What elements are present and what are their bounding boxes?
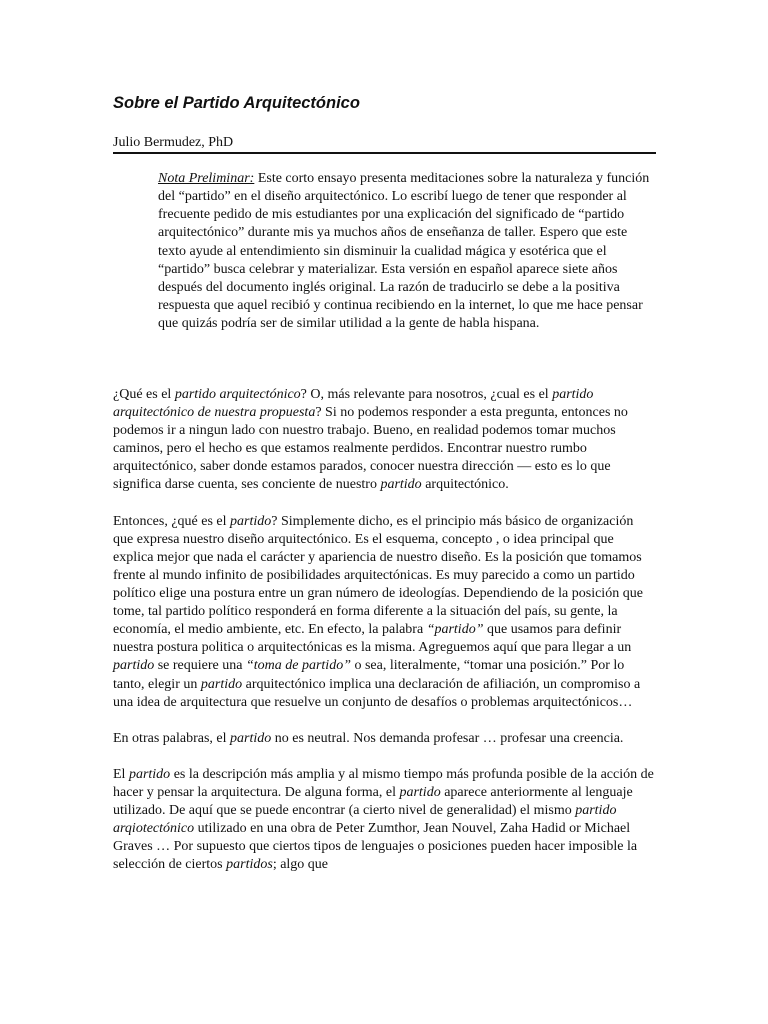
text-run: arquitectónico implica una declaración de afiliación, un compromiso a una idea de arquitectura que resuelve un conjunto de desafíos o problemas arquitectónicos… <box>113 676 641 710</box>
text-run: arquitectónico. <box>421 477 509 493</box>
text-run: ? O, más relevante para nosotros, ¿cual es el <box>300 387 553 402</box>
text-run: no es neutral. Nos demanda profesar … profesar una creencia. <box>271 730 624 746</box>
paragraph <box>113 766 656 875</box>
italic-run: partido <box>230 730 272 746</box>
paragraph <box>113 513 656 712</box>
italic-run: partido <box>230 513 272 529</box>
text-run: o sea, literalmente, “tomar una posición.” Por lo tanto, elegir un <box>113 658 625 692</box>
text-run: Entonces, ¿qué es el <box>113 513 231 529</box>
document-title: Sobre el Partido Arquitectónico <box>113 94 360 112</box>
italic-run: “partido” <box>426 622 484 638</box>
text-run: ; algo que <box>272 857 329 873</box>
text-run: que usamos para definir nuestra postura politica o arquitectónicas es la misma. Agreguemos aquí que para llegar a un <box>113 622 632 656</box>
paragraph <box>113 730 656 748</box>
italic-run: partido arquitectónico <box>174 387 301 402</box>
italic-run: partido <box>399 785 441 801</box>
preliminary-note <box>158 170 650 333</box>
text-run: ¿Qué es el <box>113 387 175 402</box>
italic-run: partido <box>200 676 243 692</box>
italic-run: “toma de partido” <box>245 658 351 674</box>
text-run: En otras palabras, el <box>113 730 231 746</box>
note-label: Nota Preliminar: <box>158 171 255 186</box>
text-run: aparece anteriormente al lenguaje utilizado. De aquí que se puede encontrar (a cierto nivel de generalidad) el mismo <box>113 785 633 819</box>
italic-run: partidos <box>226 857 273 873</box>
text-run: se requiere una <box>154 658 246 674</box>
note-text: Este corto ensayo presenta meditaciones sobre la naturaleza y función del “partido” en el diseño arquitectónico. Lo escribí luego de tener que responder al frecuente pedido de mis estudiantes por una explicación del significado de “partido arquitectónico” durante mis ya muchos años de enseñanza de taller. Espero que este texto ayude al entendimiento sin disminuir la cualidad mágica y esotérica que el “partido” busca celebrar y materializar. Esta versión en español aparece siete años después del documento inglés original. La razón de traducirlo se debe a la positiva respuesta que aquel recibió y continua recibiendo en la internet, lo que me hace pensar que quizás podría ser de similar utilidad a la gente de habla hispana. <box>158 171 650 332</box>
paragraph <box>113 386 656 495</box>
italic-run: partido <box>128 766 171 782</box>
text-run: utilizado en una obra de Peter Zumthor, Jean Nouvel, Zaha Hadid or Michael Graves … Por supuesto que ciertos tipos de lenguajes o posiciones pueden hacer imposible la selección de ciertos <box>113 821 638 873</box>
italic-run: partido <box>113 658 155 674</box>
essay-body <box>113 386 656 893</box>
author-line: Julio Bermudez, PhD <box>113 134 656 154</box>
italic-run: partido arquitectónico de nuestra propuesta <box>113 387 594 421</box>
text-run: ? Si no podemos responder a esta pregunta, entonces no podemos ir a ningun lado con nuestro trabajo. Bueno, en realidad podemos tomar muchos caminos, pero el hecho es que estamos realmente perdidos. Encontrar nuestro rumbo arquitectónico, saber donde estamos parados, conocer nuestra dirección — esto es lo que significa darse cuenta, ses conciente de nuestro <box>113 405 628 493</box>
italic-run: partido arqiotectónico <box>113 803 617 837</box>
text-run: ? Simplemente dicho, es el principio más básico de organización que expresa nuestro diseño arquitectónico. Es el esquema, concepto , o idea principal que explica mejor que nada el carácter y apariencia de nuestro diseño. Es la posición que tomamos frente al mundo infinito de posibilidades arquitectónicas. Es muy parecido a como un partido político elige una postura entre un gran número de ideologías. Dependiendo de la posición que tome, tal partido político responderá en forma diferente a la situación del país, su gente, la economía, el medio ambiente, etc. En efecto, la palabra <box>113 513 643 638</box>
text-run: es la descripción más amplia y al mismo tiempo más profunda posible de la acción de hacer y pensar la arquitectura. De alguna forma, el <box>113 766 654 801</box>
italic-run: partido <box>380 477 422 493</box>
text-run: El <box>113 766 129 782</box>
